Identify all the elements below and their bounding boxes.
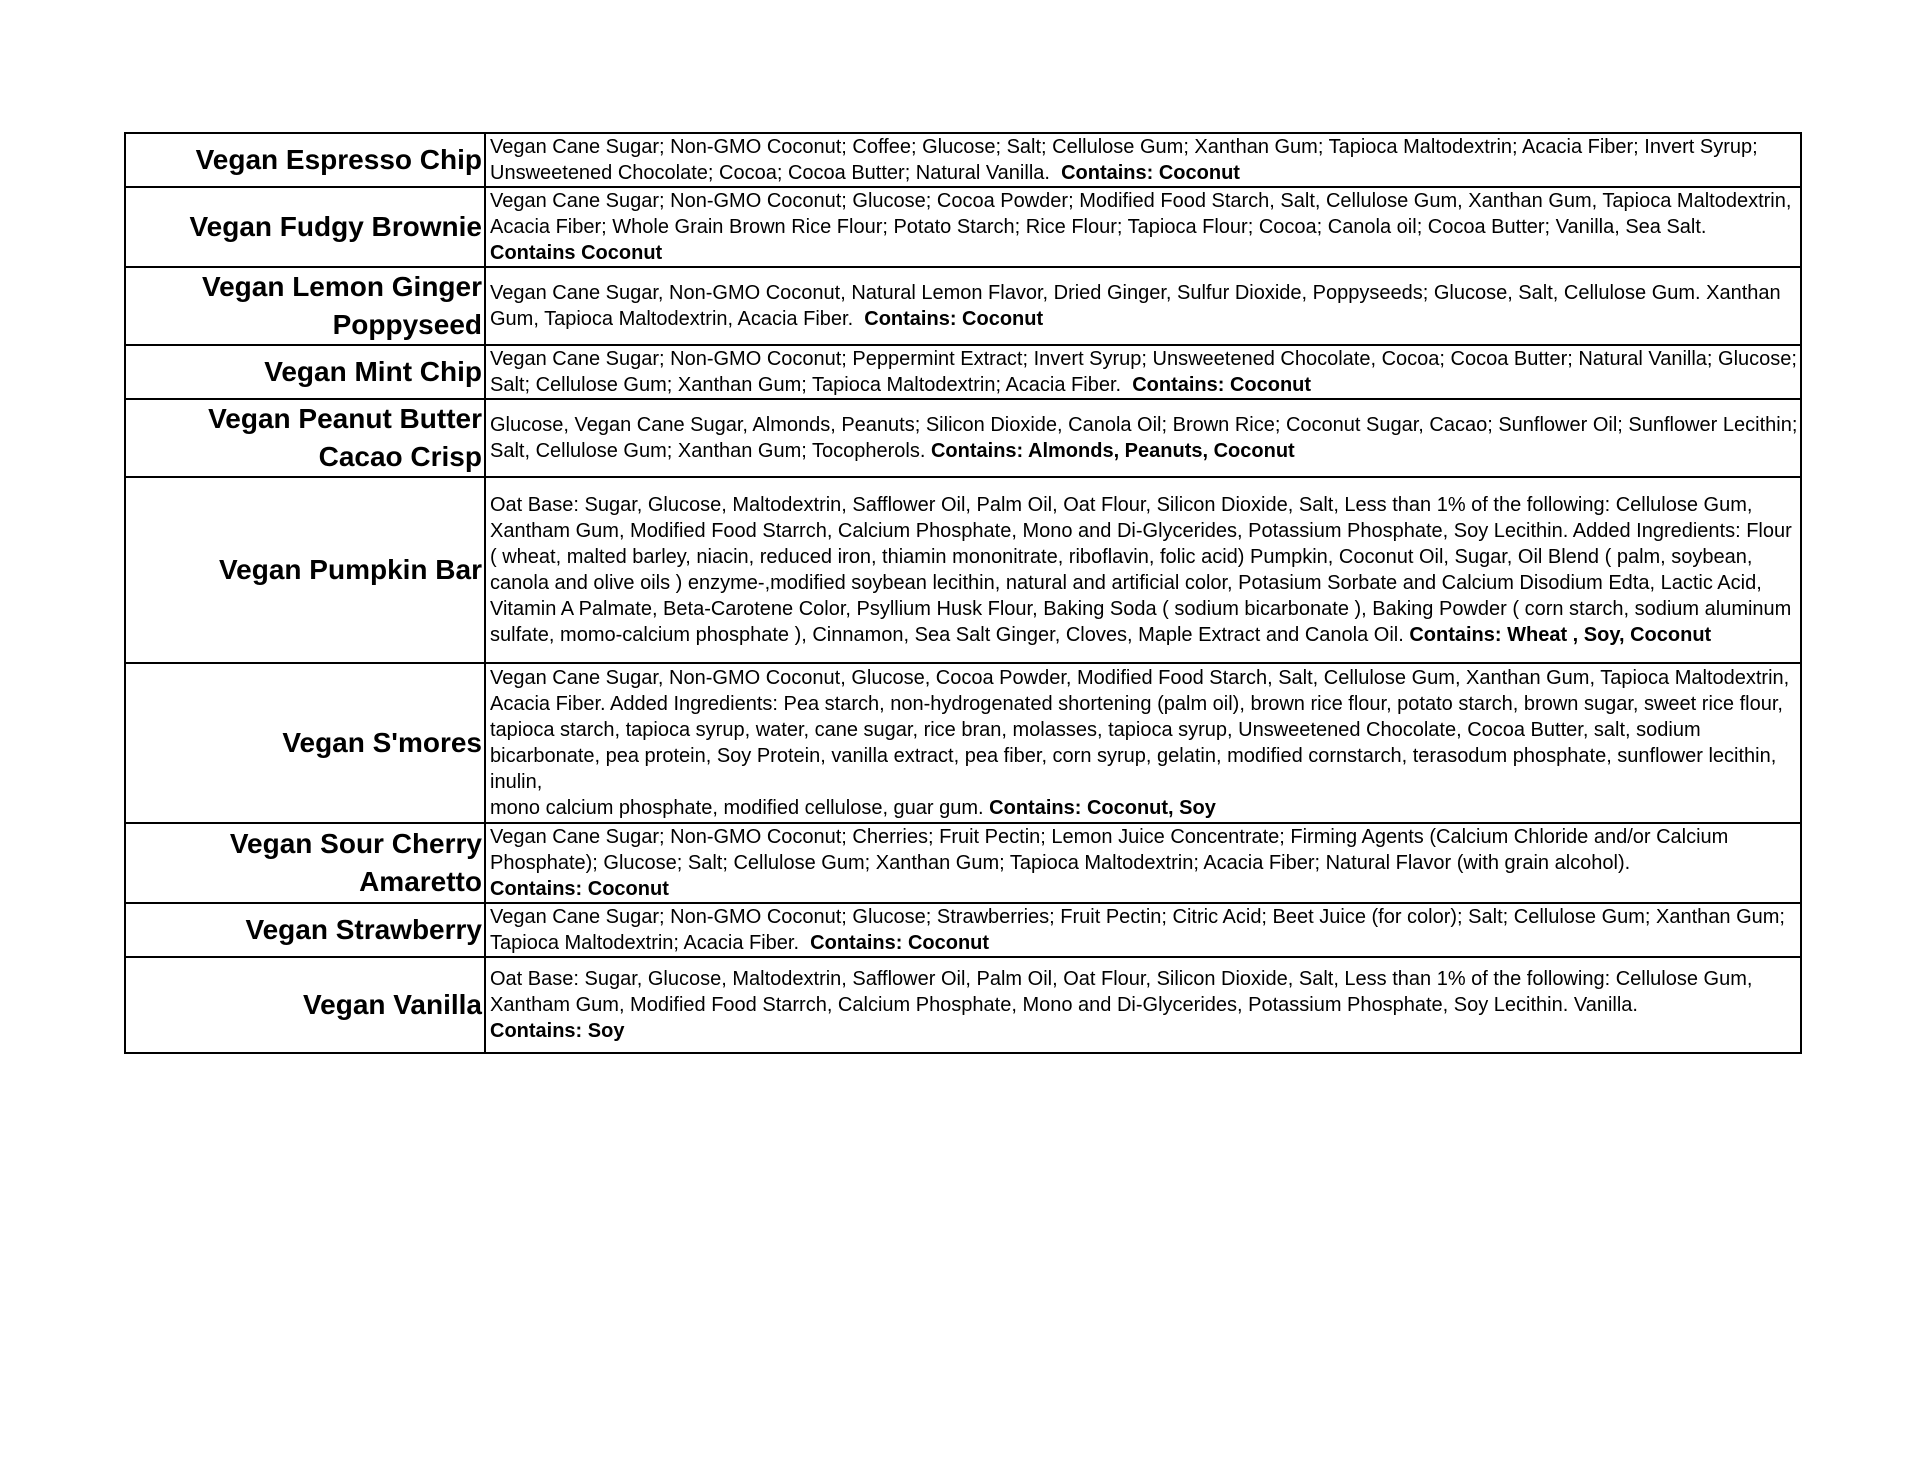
allergen-contains: Contains: Coconut [1061,162,1240,184]
ingredients-cell [485,187,1801,267]
table-row [125,823,1801,903]
table-row [125,133,1801,187]
allergen-contains: Contains: Coconut [490,878,669,900]
ingredients-cell [485,267,1801,345]
ingredients-text-line2: mono calcium phosphate, modified cellulose, guar gum. [490,797,984,819]
table-row [125,267,1801,345]
allergen-contains: Contains Coconut [490,242,663,264]
ingredients-table [124,132,1802,1054]
ingredients-text: Vegan Cane Sugar; Non-GMO Coconut; Glucose; Cocoa Powder; Modified Food Starch, Salt, Cellulose Gum, Xanthan Gum, Tapioca Maltodextrin, Acacia Fiber; Whole Grain Brown Rice Flour; Potato Starch; Rice Flour; Tapioca Flour; Cocoa; Canola oil; Cocoa Butter; Vanilla, Sea Salt. [490,190,1792,238]
ingredients-cell [485,477,1801,663]
ingredients-cell [485,957,1801,1053]
table-row [125,345,1801,399]
ingredients-cell [485,823,1801,903]
allergen-contains: Contains: Coconut [1132,374,1312,396]
ingredients-text: Oat Base: Sugar, Glucose, Maltodextrin, Safflower Oil, Palm Oil, Oat Flour, Silicon Dioxide, Salt, Less than 1% of the following: Cellulose Gum, Xantham Gum, Modified Food Starrch, Calcium Phosphate, Mono and Di-Glycerides, Potassium Phosphate, Soy Lecithin. Added Ingredients: Flour ( wheat, malted barley, niacin, reduced iron, thiamin mononitrate, riboflavin, folic acid) Pumpkin, Coconut Oil, Sugar, Oil Blend ( palm, soybean, canola and olive oils ) enzyme-,modified soybean lecithin, natural and artificial color, Potasium Sorbate and Calcium Disodium Edta, Lactic Acid, Vitamin A Palmate, Beta-Carotene Color, Psyllium Husk Flour, Baking Soda ( sodium bicarbonate ), Baking Powder ( corn starch, sodium aluminum sulfate, momo-calcium phosphate ), Cinnamon, Sea Salt Ginger, Cloves, Maple Extract and Canola Oil. [490,494,1792,646]
flavor-name: Vegan Strawberry [125,903,485,957]
flavor-name: Vegan Lemon Ginger Poppyseed [125,267,485,345]
flavor-name: Vegan Peanut Butter Cacao Crisp [125,399,485,477]
flavor-name: Vegan Fudgy Brownie [125,187,485,267]
ingredients-text: Oat Base: Sugar, Glucose, Maltodextrin, Safflower Oil, Palm Oil, Oat Flour, Silicon Dioxide, Salt, Less than 1% of the following: Cellulose Gum, Xantham Gum, Modified Food Starrch, Calcium Phosphate, Mono and Di-Glycerides, Potassium Phosphate, Soy Lecithin. Vanilla. [490,968,1753,1016]
ingredients-cell [485,399,1801,477]
ingredients-cell [485,133,1801,187]
table-row [125,187,1801,267]
allergen-contains: Contains: Wheat , Soy, Coconut [1409,624,1712,646]
ingredients-text: Vegan Cane Sugar; Non-GMO Coconut; Cherries; Fruit Pectin; Lemon Juice Concentrate; Firming Agents (Calcium Chloride and/or Calcium Phosphate); Glucose; Salt; Cellulose Gum; Xanthan Gum; Tapioca Maltodextrin; Acacia Fiber; Natural Flavor (with grain alcohol). [490,826,1729,874]
ingredients-text: Vegan Cane Sugar; Non-GMO Coconut; Coffee; Glucose; Salt; Cellulose Gum; Xanthan Gum; Tapioca Maltodextrin; Acacia Fiber; Invert Syrup; Unsweetened Chocolate; Cocoa; Cocoa Butter; Natural Vanilla. [490,136,1758,184]
ingredients-text: Glucose, Vegan Cane Sugar, Almonds, Peanuts; Silicon Dioxide, Canola Oil; Brown Rice; Coconut Sugar, Cacao; Sunflower Oil; Sunflower Lecithin; Salt, Cellulose Gum; Xanthan Gum; Tocopherols. [490,414,1798,462]
allergen-contains: Contains: Coconut [810,932,990,954]
table-row [125,477,1801,663]
ingredients-cell [485,345,1801,399]
allergen-contains: Contains: Coconut [864,308,1044,330]
ingredients-text: Vegan Cane Sugar, Non-GMO Coconut, Natural Lemon Flavor, Dried Ginger, Sulfur Dioxide, Poppyseeds; Glucose, Salt, Cellulose Gum. Xanthan Gum, Tapioca Maltodextrin, Acacia Fiber. [490,282,1781,330]
flavor-name: Vegan Vanilla [125,957,485,1053]
flavor-name: Vegan Espresso Chip [125,133,485,187]
ingredients-cell [485,663,1801,823]
table-row [125,903,1801,957]
ingredients-text: Vegan Cane Sugar; Non-GMO Coconut; Glucose; Strawberries; Fruit Pectin; Citric Acid; Beet Juice (for color); Salt; Cellulose Gum; Xanthan Gum; Tapioca Maltodextrin; Acacia Fiber. [490,906,1785,954]
ingredients-text: Vegan Cane Sugar, Non-GMO Coconut, Glucose, Cocoa Powder, Modified Food Starch, Salt, Cellulose Gum, Xanthan Gum, Tapioca Maltodextrin, Acacia Fiber. Added Ingredients: Pea starch, non-hydrogenated shortening (palm oil), brown rice flour, potato starch, brown sugar, sweet rice flour, tapioca starch, tapioca syrup, water, cane sugar, rice bran, molasses, tapioca syrup, Unsweetened Chocolate, Cocoa Butter, salt, sodium bicarbonate, pea protein, Soy Protein, vanilla extract, pea fiber, corn syrup, gelatin, modified cornstarch, terasodum phosphate, sunflower lecithin, inulin, [490,667,1790,793]
allergen-contains: Contains: Almonds, Peanuts, Coconut [930,440,1295,462]
table-row [125,957,1801,1053]
flavor-name: Vegan S'mores [125,663,485,823]
flavor-name: Vegan Mint Chip [125,345,485,399]
flavor-name: Vegan Sour Cherry Amaretto [125,823,485,903]
table-row [125,663,1801,823]
ingredients-text: Vegan Cane Sugar; Non-GMO Coconut; Peppermint Extract; Invert Syrup; Unsweetened Chocolate, Cocoa; Cocoa Butter; Natural Vanilla; Glucose; Salt; Cellulose Gum; Xanthan Gum; Tapioca Maltodextrin; Acacia Fiber. [490,348,1797,396]
ingredients-cell [485,903,1801,957]
allergen-contains: Contains: Coconut, Soy [989,797,1216,819]
table-row [125,399,1801,477]
flavor-name: Vegan Pumpkin Bar [125,477,485,663]
allergen-contains: Contains: Soy [490,1020,625,1042]
